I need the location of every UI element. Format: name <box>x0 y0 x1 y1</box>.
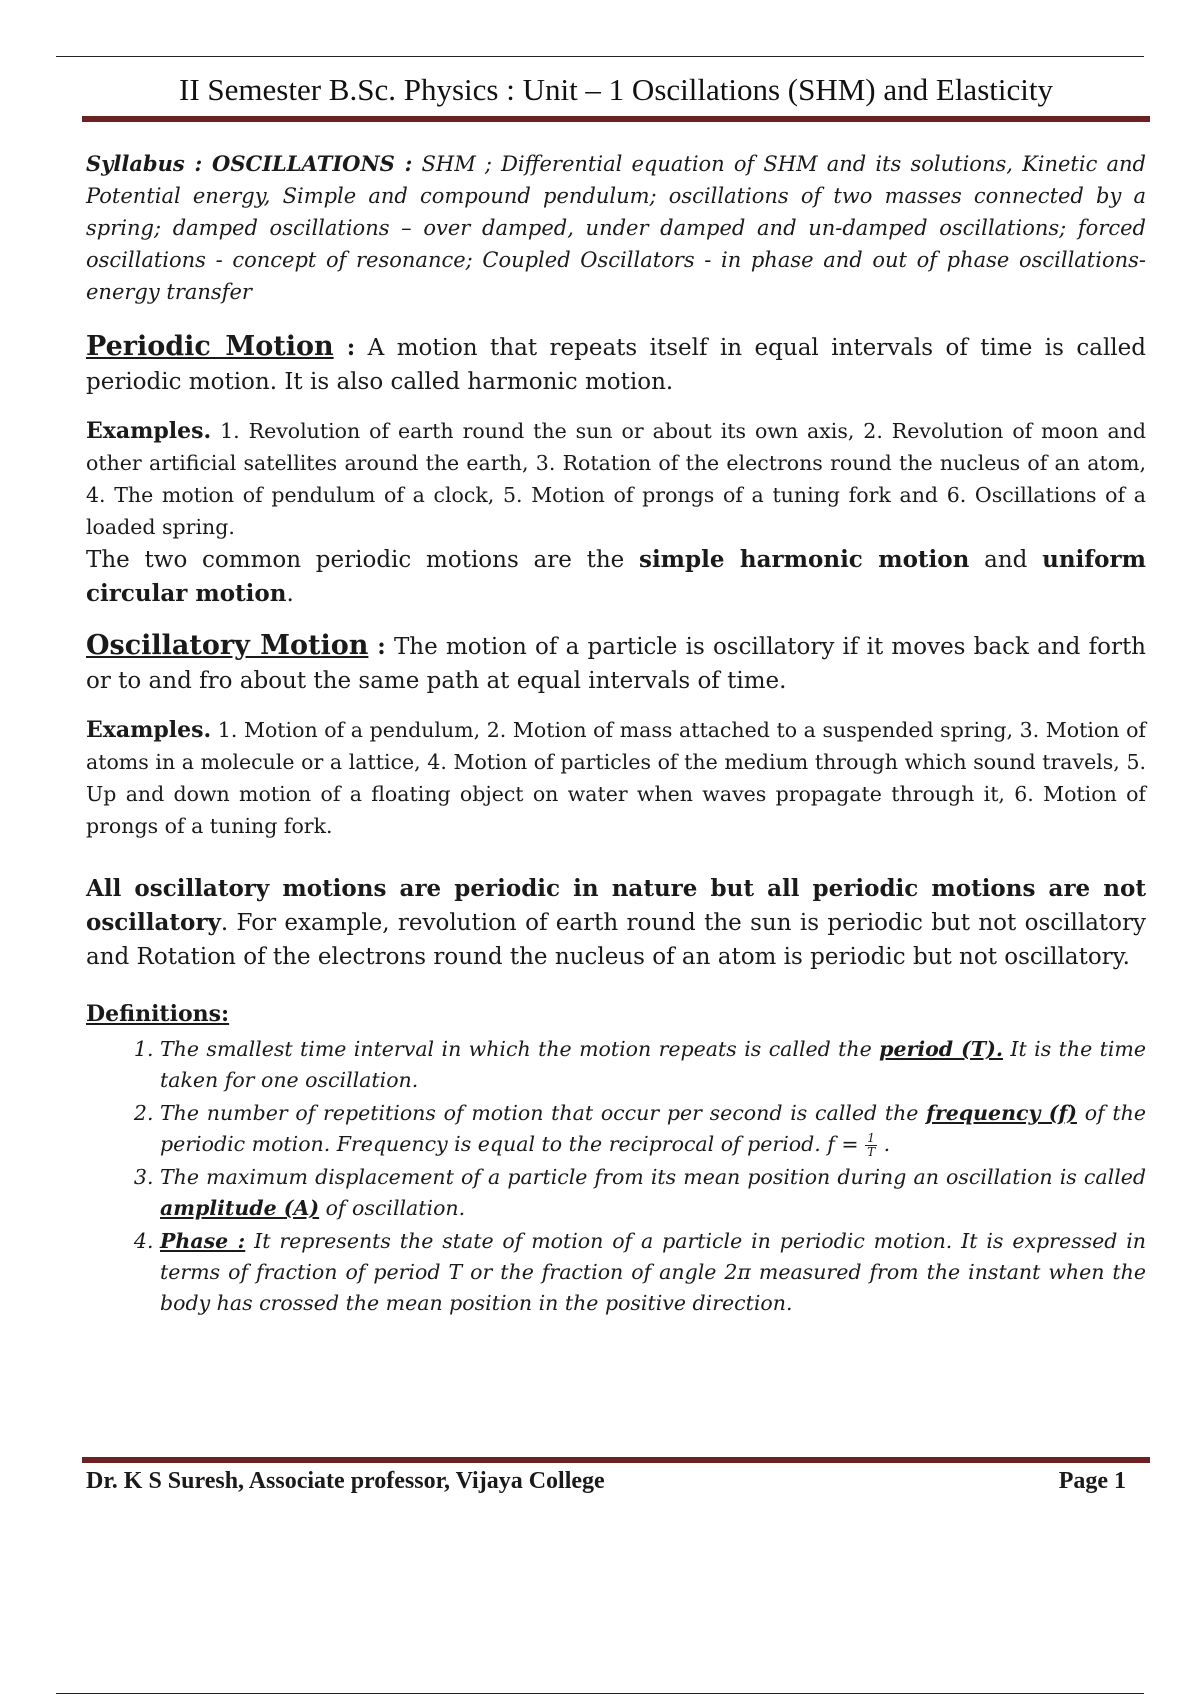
common-periodic-paragraph <box>86 543 1146 611</box>
periodic-examples-label: Examples. <box>86 418 212 444</box>
d1-post: It is the time taken for one oscillation. <box>160 1037 1146 1092</box>
common-mid: and <box>969 547 1043 573</box>
definition-phase <box>160 1226 1146 1319</box>
fraction-numerator: 1 <box>865 1132 877 1146</box>
statement-rest: . For example, revolution of earth round the sun is periodic but not oscillatory and Rotation of the electrons round the nucleus of an atom is periodic but not oscillatory. <box>86 910 1146 970</box>
definitions-list <box>86 1034 1146 1319</box>
d3-pre: The maximum displacement of a particle from its mean position during an oscillation is called <box>160 1165 1146 1189</box>
page-content <box>86 148 1146 1321</box>
definition-frequency <box>160 1098 1146 1160</box>
oscillatory-colon: : <box>368 633 386 660</box>
footer-page-number: Page 1 <box>1058 1468 1126 1494</box>
header-bar <box>82 116 1150 122</box>
period-term: period (T). <box>879 1037 1003 1061</box>
syllabus-label: Syllabus : OSCILLATIONS : <box>86 151 413 176</box>
periodic-motion-heading: Periodic Motion <box>86 331 334 362</box>
definitions-heading: Definitions: <box>86 1001 230 1027</box>
definition-period <box>160 1034 1146 1096</box>
syllabus-paragraph <box>86 148 1146 308</box>
amplitude-term: amplitude (A) <box>160 1196 320 1220</box>
top-rule <box>56 56 1144 57</box>
shm-term: simple harmonic motion <box>639 546 970 573</box>
oscillatory-examples-paragraph <box>86 714 1146 842</box>
d2-end: . <box>877 1132 891 1156</box>
oscillatory-examples-text: 1. Motion of a pendulum, 2. Motion of mass attached to a suspended spring, 3. Motion of atoms in a molecule or a lattice, 4. Motion of particles of the medium through which sound travels, 5. Up and down motion of a floating object on water when waves propagate through it, 6. Motion of prongs of a tuning fork. <box>86 718 1146 838</box>
periodic-colon: : <box>333 334 356 361</box>
periodic-examples-paragraph <box>86 415 1146 543</box>
periodic-examples-text: 1. Revolution of earth round the sun or about its own axis, 2. Revolution of moon and other artificial satellites around the earth, 3. Rotation of the electrons round the nucleus of an atom, 4. The motion of pendulum of a clock, 5. Motion of prongs of a tuning fork and 6. Oscillations of a loaded spring. <box>86 419 1146 539</box>
d1-pre: The smallest time interval in which the motion repeats is called the <box>160 1037 880 1061</box>
oscillatory-motion-heading: Oscillatory Motion <box>86 630 369 661</box>
footer-bar <box>82 1457 1150 1463</box>
d4-post: It represents the state of motion of a particle in periodic motion. It is expressed in terms of fraction of period T or the fraction of angle 2π measured from the instant when the body has crossed the mean position in the positive direction. <box>160 1229 1146 1315</box>
frequency-fraction <box>865 1132 877 1159</box>
common-end: . <box>286 581 294 607</box>
statement-paragraph <box>86 872 1146 974</box>
frequency-term: frequency (f) <box>926 1101 1077 1125</box>
d3-post: of oscillation. <box>319 1196 466 1220</box>
fraction-denominator: T <box>867 1145 876 1159</box>
periodic-motion-text: A motion that repeats itself in equal intervals of time is called periodic motion. It is also called harmonic motion. <box>86 335 1146 395</box>
bottom-rule <box>56 1693 1144 1694</box>
page-footer <box>86 1468 1126 1495</box>
phase-term: Phase : <box>160 1229 246 1253</box>
statement-bold: All oscillatory motions are periodic in nature but all periodic motions are not oscillatory <box>86 875 1146 936</box>
oscillatory-motion-text: The motion of a particle is oscillatory if it moves back and forth or to and fro about the same path at equal intervals of time. <box>86 634 1146 694</box>
definition-amplitude <box>160 1162 1146 1224</box>
common-pre: The two common periodic motions are the <box>86 547 639 573</box>
page-title: II Semester B.Sc. Physics : Unit – 1 Oscillations (SHM) and Elasticity <box>179 72 1053 107</box>
syllabus-text: SHM ; Differential equation of SHM and its solutions, Kinetic and Potential energy, Simple and compound pendulum; oscillations of two masses connected by a spring; damped oscillations – over damped, under damped and un-damped oscillations; forced oscillations - concept of resonance; Coupled Oscillators - in phase and out of phase oscillations- energy transfer <box>86 152 1146 304</box>
oscillatory-motion-paragraph <box>86 629 1146 698</box>
d2-post: of the periodic motion. Frequency is equal to the reciprocal of period. f = <box>160 1101 1146 1156</box>
d2-pre: The number of repetitions of motion that occur per second is called the <box>160 1101 927 1125</box>
oscillatory-examples-label: Examples. <box>86 717 212 743</box>
footer-author: Dr. K S Suresh, Associate professor, Vijaya College <box>86 1468 605 1494</box>
periodic-motion-paragraph <box>86 330 1146 399</box>
ucm-term: uniform circular motion <box>86 546 1146 607</box>
